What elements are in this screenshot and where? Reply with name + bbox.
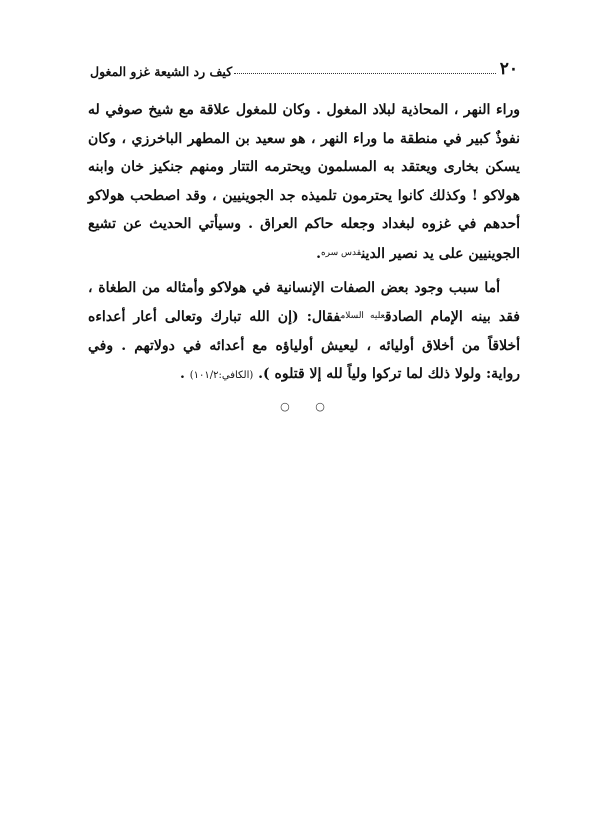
ornament-circle-1: ○ [315, 400, 325, 413]
honorific-qaddasa-sirruh: قدس سره [320, 247, 362, 258]
honorific-alayhi-salam: عليه السلام [340, 311, 385, 322]
running-title: كيف رد الشيعة غزو المغول [90, 63, 233, 79]
page-number: ٢٠ [499, 59, 518, 79]
paragraph-2-text-before: أما سبب وجود بعض الصفات الإنسانية في هولاكو وأمثاله من الطغاة ، فقد بينه الإمام الصادق [88, 279, 520, 326]
body-text [88, 96, 520, 391]
paragraph-1-text: وراء النهر ، المحاذية لبلاد المغول . وكان للمغول علاقة مع شيخ صوفي له نفوذٌ كبير في منطقة ما وراء النهر ، هو سعيد بن المطهر الباخرزي ، وكان يسكن بخارى ويعتقد به المسلمون ويحترمه التتار ومنهم جنكيز خان وابنه هولاكو ! وكذلك كانوا يحترمون تلميذه جد الجوينيين ، وقد اصطحب هولاكو أحدهم في غزوه لبغداد وجعله حاكم العراق . وسيأتي الحديث عن تشيع الجوينيين على يد نصير الدين [88, 102, 520, 262]
section-ornaments [0, 400, 605, 413]
citation-reference: (الكافي:١٠١/٢) [189, 370, 254, 382]
paragraph-2-end-mark: . [179, 366, 185, 383]
page-header [90, 54, 518, 78]
ornament-circle-2: ○ [280, 400, 290, 413]
paragraph-2 [88, 274, 520, 391]
paragraph-2-text-after: فقال: (إن الله تبارك وتعالى أعار أعداءه أخلاقاً من أخلاق أوليائه ، ليعيش أولياؤه مع أعدائه في دولاتهم . وفي رواية: ولولا ذلك لما تركوا ولياً لله إلا قتلوه ). [88, 309, 520, 383]
dotted-leader [234, 72, 496, 74]
paragraph-1: وراء النهر ، المحاذية لبلاد المغول . وكان للمغول علاقة مع شيخ صوفي له نفوذٌ كبير في منطقة ما وراء النهر ، هو سعيد بن المطهر الباخرزي ، وكان يسكن بخارى ويعتقد به المسلمون ويحترمه التتار ومنهم جنكيز خان وابنه هولاكو ! وكذلك كانوا يحترمون تلميذه جد الجوينيين ، وقد اصطحب هولاكو أحدهم في غزوه لبغداد وجعله حاكم العراق . وسيأتي الحديث عن تشيع الجوينيين على يد نصير الدين$^{قدس سره}$. [88, 102, 520, 262]
